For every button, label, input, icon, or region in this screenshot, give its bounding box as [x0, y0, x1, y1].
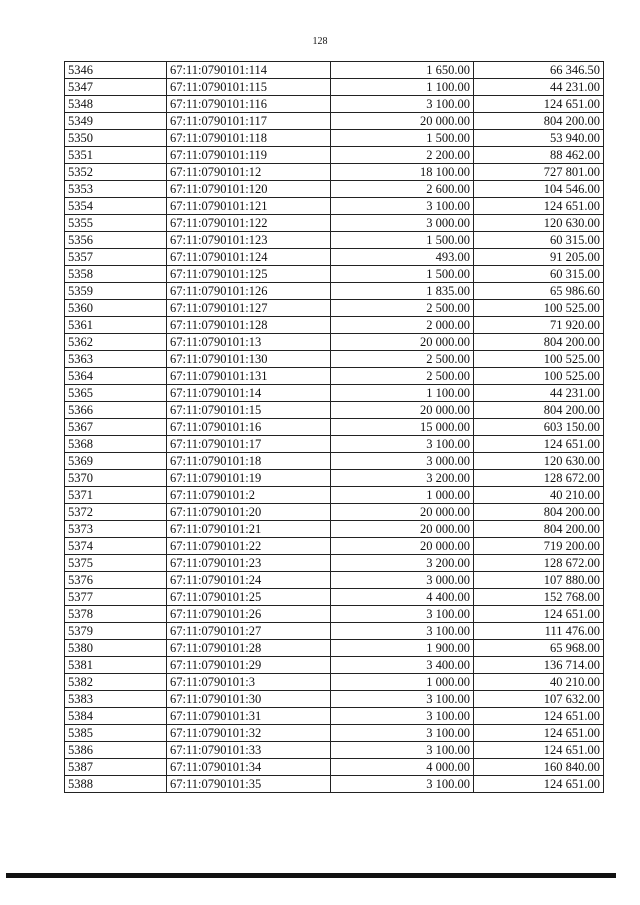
area-cell: 3 000.00	[331, 215, 474, 232]
table-row	[65, 249, 604, 266]
area-cell: 493.00	[331, 249, 474, 266]
value-cell: 44 231.00	[474, 385, 604, 402]
value-cell: 71 920.00	[474, 317, 604, 334]
cadastral-number-cell: 67:11:0790101:32	[167, 725, 331, 742]
cadastral-number-cell: 67:11:0790101:23	[167, 555, 331, 572]
table-row	[65, 96, 604, 113]
area-cell: 3 100.00	[331, 776, 474, 793]
value-cell: 152 768.00	[474, 589, 604, 606]
record-number-cell: 5379	[65, 623, 167, 640]
area-cell: 3 000.00	[331, 453, 474, 470]
area-cell: 20 000.00	[331, 334, 474, 351]
table-row	[65, 300, 604, 317]
value-cell: 60 315.00	[474, 232, 604, 249]
value-cell: 719 200.00	[474, 538, 604, 555]
area-cell: 20 000.00	[331, 113, 474, 130]
value-cell: 124 651.00	[474, 742, 604, 759]
footer-rule	[6, 873, 616, 878]
cadastral-number-cell: 67:11:0790101:124	[167, 249, 331, 266]
table-row	[65, 351, 604, 368]
cadastral-number-cell: 67:11:0790101:121	[167, 198, 331, 215]
area-cell: 3 100.00	[331, 742, 474, 759]
cadastral-number-cell: 67:11:0790101:2	[167, 487, 331, 504]
table-row	[65, 521, 604, 538]
cadastral-number-cell: 67:11:0790101:22	[167, 538, 331, 555]
table-body	[65, 62, 604, 793]
cadastral-number-cell: 67:11:0790101:128	[167, 317, 331, 334]
table-row	[65, 776, 604, 793]
record-number-cell: 5385	[65, 725, 167, 742]
table-row	[65, 436, 604, 453]
table-row	[65, 402, 604, 419]
value-cell: 66 346.50	[474, 62, 604, 79]
parcel-registry-table	[64, 61, 604, 793]
record-number-cell: 5346	[65, 62, 167, 79]
area-cell: 1 000.00	[331, 674, 474, 691]
record-number-cell: 5384	[65, 708, 167, 725]
area-cell: 1 900.00	[331, 640, 474, 657]
record-number-cell: 5382	[65, 674, 167, 691]
table-row	[65, 538, 604, 555]
area-cell: 3 100.00	[331, 623, 474, 640]
area-cell: 2 500.00	[331, 300, 474, 317]
cadastral-number-cell: 67:11:0790101:126	[167, 283, 331, 300]
value-cell: 65 986.60	[474, 283, 604, 300]
value-cell: 65 968.00	[474, 640, 604, 657]
cadastral-number-cell: 67:11:0790101:123	[167, 232, 331, 249]
record-number-cell: 5380	[65, 640, 167, 657]
table-row	[65, 657, 604, 674]
table-row	[65, 623, 604, 640]
value-cell: 124 651.00	[474, 708, 604, 725]
record-number-cell: 5352	[65, 164, 167, 181]
record-number-cell: 5371	[65, 487, 167, 504]
cadastral-number-cell: 67:11:0790101:24	[167, 572, 331, 589]
table-row	[65, 130, 604, 147]
table-row	[65, 147, 604, 164]
record-number-cell: 5387	[65, 759, 167, 776]
cadastral-number-cell: 67:11:0790101:18	[167, 453, 331, 470]
cadastral-number-cell: 67:11:0790101:14	[167, 385, 331, 402]
value-cell: 124 651.00	[474, 198, 604, 215]
cadastral-number-cell: 67:11:0790101:125	[167, 266, 331, 283]
record-number-cell: 5358	[65, 266, 167, 283]
area-cell: 2 200.00	[331, 147, 474, 164]
cadastral-number-cell: 67:11:0790101:119	[167, 147, 331, 164]
table-row	[65, 572, 604, 589]
record-number-cell: 5370	[65, 470, 167, 487]
record-number-cell: 5369	[65, 453, 167, 470]
value-cell: 160 840.00	[474, 759, 604, 776]
record-number-cell: 5351	[65, 147, 167, 164]
area-cell: 1 000.00	[331, 487, 474, 504]
area-cell: 1 650.00	[331, 62, 474, 79]
record-number-cell: 5353	[65, 181, 167, 198]
table-row	[65, 504, 604, 521]
record-number-cell: 5359	[65, 283, 167, 300]
cadastral-number-cell: 67:11:0790101:29	[167, 657, 331, 674]
cadastral-number-cell: 67:11:0790101:30	[167, 691, 331, 708]
value-cell: 603 150.00	[474, 419, 604, 436]
value-cell: 804 200.00	[474, 521, 604, 538]
record-number-cell: 5355	[65, 215, 167, 232]
cadastral-number-cell: 67:11:0790101:16	[167, 419, 331, 436]
table-row	[65, 589, 604, 606]
value-cell: 44 231.00	[474, 79, 604, 96]
table-row	[65, 266, 604, 283]
table-row	[65, 742, 604, 759]
cadastral-number-cell: 67:11:0790101:13	[167, 334, 331, 351]
value-cell: 60 315.00	[474, 266, 604, 283]
cadastral-number-cell: 67:11:0790101:131	[167, 368, 331, 385]
table-row	[65, 283, 604, 300]
area-cell: 3 400.00	[331, 657, 474, 674]
value-cell: 120 630.00	[474, 215, 604, 232]
cadastral-number-cell: 67:11:0790101:122	[167, 215, 331, 232]
value-cell: 91 205.00	[474, 249, 604, 266]
table-row	[65, 334, 604, 351]
area-cell: 20 000.00	[331, 402, 474, 419]
value-cell: 128 672.00	[474, 470, 604, 487]
area-cell: 2 600.00	[331, 181, 474, 198]
value-cell: 124 651.00	[474, 776, 604, 793]
area-cell: 4 400.00	[331, 589, 474, 606]
area-cell: 3 100.00	[331, 198, 474, 215]
record-number-cell: 5348	[65, 96, 167, 113]
record-number-cell: 5356	[65, 232, 167, 249]
area-cell: 20 000.00	[331, 521, 474, 538]
value-cell: 40 210.00	[474, 487, 604, 504]
value-cell: 111 476.00	[474, 623, 604, 640]
table-row	[65, 606, 604, 623]
cadastral-number-cell: 67:11:0790101:116	[167, 96, 331, 113]
cadastral-number-cell: 67:11:0790101:117	[167, 113, 331, 130]
record-number-cell: 5363	[65, 351, 167, 368]
area-cell: 15 000.00	[331, 419, 474, 436]
area-cell: 1 100.00	[331, 79, 474, 96]
record-number-cell: 5354	[65, 198, 167, 215]
value-cell: 88 462.00	[474, 147, 604, 164]
record-number-cell: 5364	[65, 368, 167, 385]
area-cell: 1 100.00	[331, 385, 474, 402]
table-row	[65, 691, 604, 708]
table-row	[65, 368, 604, 385]
record-number-cell: 5381	[65, 657, 167, 674]
value-cell: 727 801.00	[474, 164, 604, 181]
record-number-cell: 5362	[65, 334, 167, 351]
value-cell: 124 651.00	[474, 725, 604, 742]
record-number-cell: 5374	[65, 538, 167, 555]
area-cell: 1 500.00	[331, 130, 474, 147]
record-number-cell: 5376	[65, 572, 167, 589]
cadastral-number-cell: 67:11:0790101:25	[167, 589, 331, 606]
record-number-cell: 5347	[65, 79, 167, 96]
record-number-cell: 5388	[65, 776, 167, 793]
area-cell: 3 200.00	[331, 555, 474, 572]
area-cell: 20 000.00	[331, 504, 474, 521]
value-cell: 100 525.00	[474, 300, 604, 317]
record-number-cell: 5349	[65, 113, 167, 130]
value-cell: 100 525.00	[474, 351, 604, 368]
record-number-cell: 5361	[65, 317, 167, 334]
value-cell: 104 546.00	[474, 181, 604, 198]
value-cell: 136 714.00	[474, 657, 604, 674]
record-number-cell: 5360	[65, 300, 167, 317]
area-cell: 2 500.00	[331, 368, 474, 385]
record-number-cell: 5378	[65, 606, 167, 623]
table-row	[65, 181, 604, 198]
table-row	[65, 113, 604, 130]
record-number-cell: 5367	[65, 419, 167, 436]
table-row	[65, 79, 604, 96]
cadastral-number-cell: 67:11:0790101:34	[167, 759, 331, 776]
area-cell: 18 100.00	[331, 164, 474, 181]
area-cell: 1 500.00	[331, 266, 474, 283]
table-row	[65, 674, 604, 691]
cadastral-number-cell: 67:11:0790101:3	[167, 674, 331, 691]
cadastral-number-cell: 67:11:0790101:115	[167, 79, 331, 96]
table-row	[65, 487, 604, 504]
value-cell: 107 880.00	[474, 572, 604, 589]
table-row	[65, 640, 604, 657]
record-number-cell: 5373	[65, 521, 167, 538]
cadastral-number-cell: 67:11:0790101:21	[167, 521, 331, 538]
record-number-cell: 5386	[65, 742, 167, 759]
cadastral-number-cell: 67:11:0790101:130	[167, 351, 331, 368]
value-cell: 100 525.00	[474, 368, 604, 385]
table-row	[65, 62, 604, 79]
area-cell: 2 000.00	[331, 317, 474, 334]
value-cell: 804 200.00	[474, 402, 604, 419]
area-cell: 1 500.00	[331, 232, 474, 249]
record-number-cell: 5365	[65, 385, 167, 402]
table-row	[65, 453, 604, 470]
cadastral-number-cell: 67:11:0790101:33	[167, 742, 331, 759]
record-number-cell: 5377	[65, 589, 167, 606]
cadastral-number-cell: 67:11:0790101:28	[167, 640, 331, 657]
value-cell: 804 200.00	[474, 504, 604, 521]
value-cell: 804 200.00	[474, 334, 604, 351]
table-row	[65, 555, 604, 572]
table-row	[65, 470, 604, 487]
cadastral-number-cell: 67:11:0790101:27	[167, 623, 331, 640]
area-cell: 3 100.00	[331, 96, 474, 113]
cadastral-number-cell: 67:11:0790101:31	[167, 708, 331, 725]
cadastral-number-cell: 67:11:0790101:15	[167, 402, 331, 419]
record-number-cell: 5375	[65, 555, 167, 572]
area-cell: 3 200.00	[331, 470, 474, 487]
table-row	[65, 759, 604, 776]
area-cell: 4 000.00	[331, 759, 474, 776]
page-number: 128	[312, 36, 328, 47]
cadastral-number-cell: 67:11:0790101:118	[167, 130, 331, 147]
area-cell: 3 100.00	[331, 436, 474, 453]
value-cell: 40 210.00	[474, 674, 604, 691]
area-cell: 1 835.00	[331, 283, 474, 300]
cadastral-number-cell: 67:11:0790101:26	[167, 606, 331, 623]
area-cell: 3 000.00	[331, 572, 474, 589]
area-cell: 2 500.00	[331, 351, 474, 368]
value-cell: 124 651.00	[474, 606, 604, 623]
cadastral-number-cell: 67:11:0790101:12	[167, 164, 331, 181]
record-number-cell: 5350	[65, 130, 167, 147]
value-cell: 804 200.00	[474, 113, 604, 130]
cadastral-number-cell: 67:11:0790101:17	[167, 436, 331, 453]
cadastral-number-cell: 67:11:0790101:35	[167, 776, 331, 793]
cadastral-number-cell: 67:11:0790101:127	[167, 300, 331, 317]
cadastral-number-cell: 67:11:0790101:114	[167, 62, 331, 79]
value-cell: 128 672.00	[474, 555, 604, 572]
table-row	[65, 725, 604, 742]
area-cell: 3 100.00	[331, 708, 474, 725]
table-row	[65, 215, 604, 232]
table-row	[65, 198, 604, 215]
table-row	[65, 419, 604, 436]
table-row	[65, 317, 604, 334]
table-row	[65, 708, 604, 725]
record-number-cell: 5368	[65, 436, 167, 453]
value-cell: 124 651.00	[474, 436, 604, 453]
area-cell: 3 100.00	[331, 691, 474, 708]
area-cell: 3 100.00	[331, 725, 474, 742]
table-row	[65, 164, 604, 181]
cadastral-number-cell: 67:11:0790101:19	[167, 470, 331, 487]
table-row	[65, 232, 604, 249]
table-row	[65, 385, 604, 402]
record-number-cell: 5372	[65, 504, 167, 521]
value-cell: 53 940.00	[474, 130, 604, 147]
record-number-cell: 5357	[65, 249, 167, 266]
cadastral-number-cell: 67:11:0790101:120	[167, 181, 331, 198]
value-cell: 124 651.00	[474, 96, 604, 113]
cadastral-number-cell: 67:11:0790101:20	[167, 504, 331, 521]
area-cell: 20 000.00	[331, 538, 474, 555]
area-cell: 3 100.00	[331, 606, 474, 623]
value-cell: 120 630.00	[474, 453, 604, 470]
record-number-cell: 5366	[65, 402, 167, 419]
record-number-cell: 5383	[65, 691, 167, 708]
value-cell: 107 632.00	[474, 691, 604, 708]
